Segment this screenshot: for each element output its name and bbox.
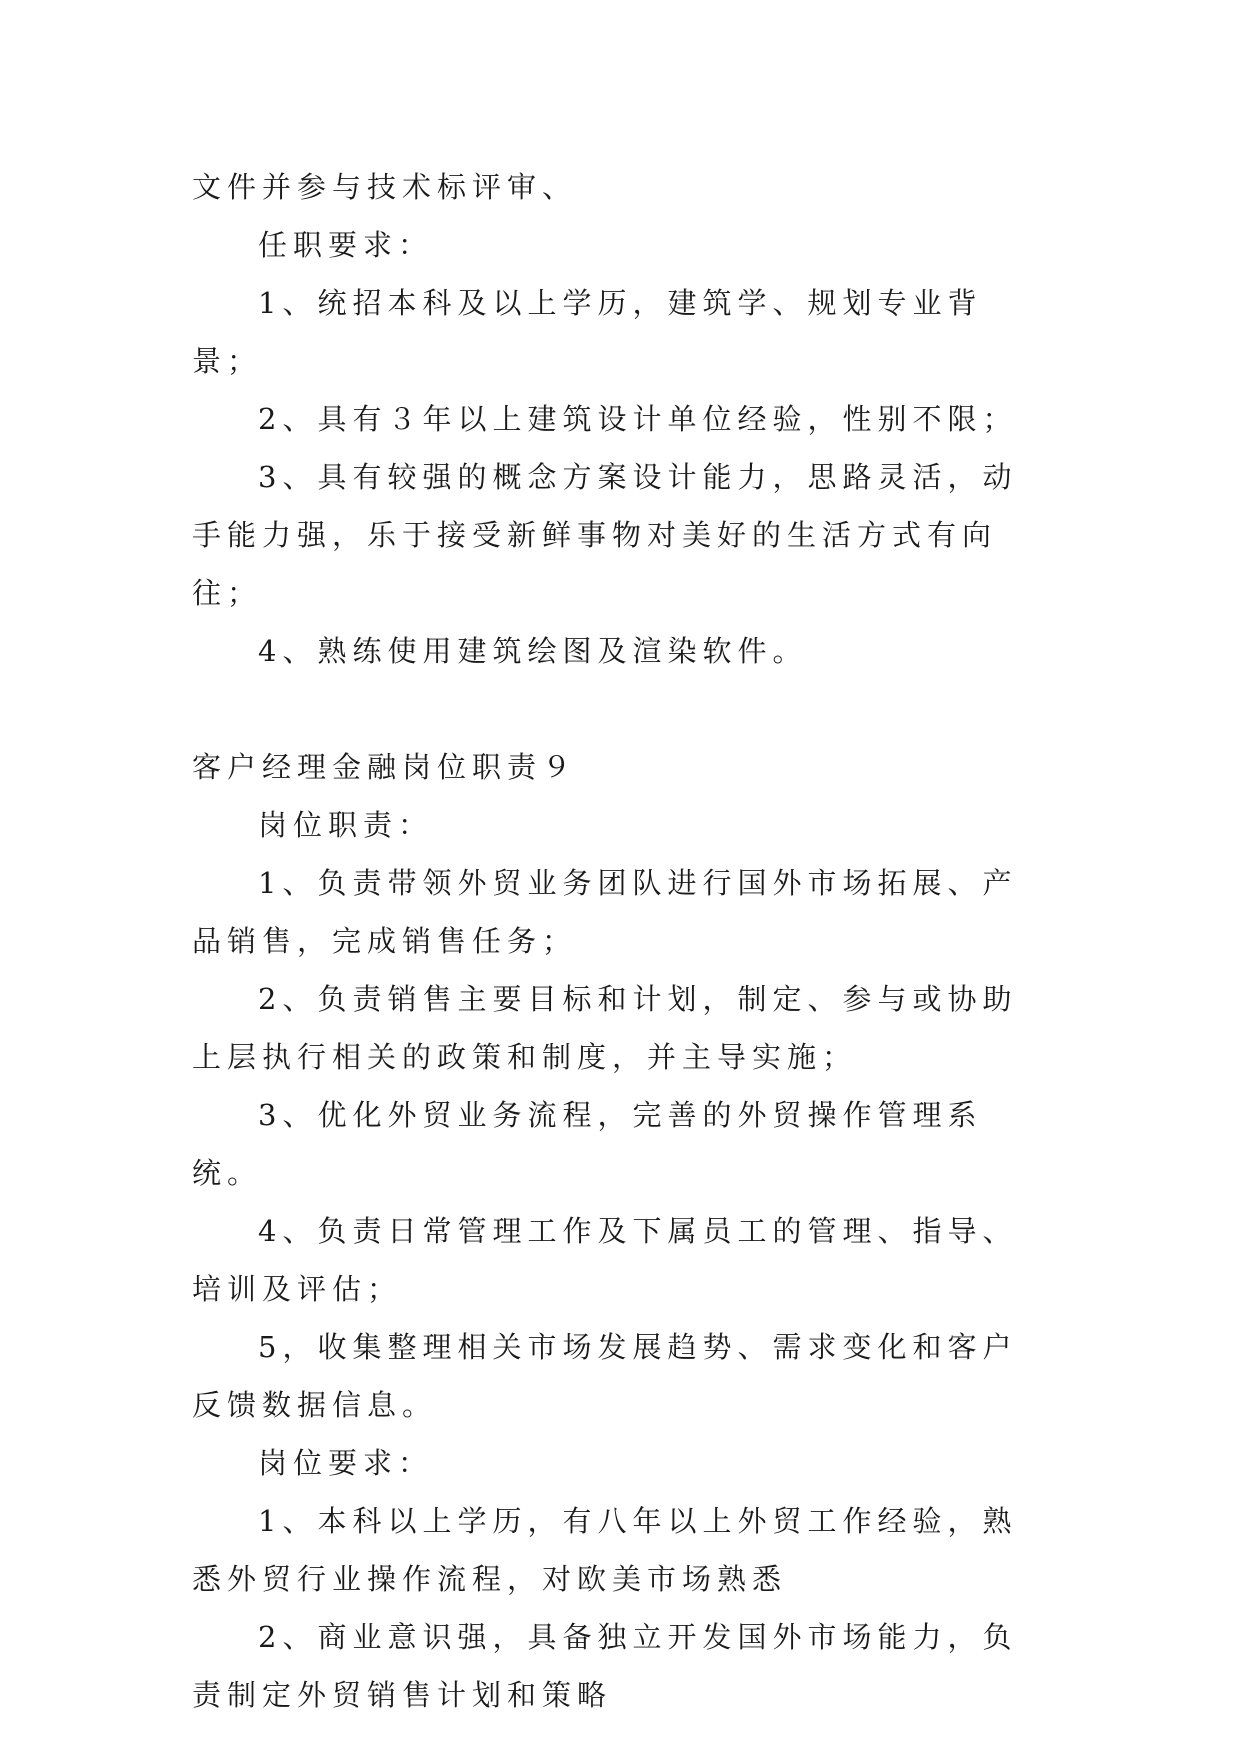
duty-item: 5，收集整理相关市场发展趋势、需求变化和客户反馈数据信息。 [192,1330,1018,1422]
post-requirements-heading: 岗位要求： [258,1446,434,1480]
requirement-item: 3、具有较强的概念方案设计能力，思路灵活，动手能力强，乐于接受新鲜事物对美好的生活方式有向往； [192,460,1018,610]
duty-item: 3、优化外贸业务流程，完善的外贸操作管理系统。 [192,1098,983,1190]
post-requirement-item: 2、商业意识强，具备独立开发国外市场能力，负责制定外贸销售计划和策略 [192,1620,1018,1712]
requirement-item: 4、熟练使用建筑绘图及渲染软件。 [258,634,808,668]
section-title: 客户经理金融岗位职责９ [192,750,578,784]
section-spacer [192,680,1052,738]
requirements-heading: 任职要求： [258,228,434,262]
duties-heading: 岗位职责： [258,808,434,842]
requirement-item: 2、具有３年以上建筑设计单位经验，性别不限； [258,402,1018,436]
document-body [192,158,1052,1724]
post-requirement-item: 1、本科以上学历，有八年以上外贸工作经验，熟悉外贸行业操作流程，对欧美市场熟悉 [192,1504,1018,1596]
duty-item: 4、负责日常管理工作及下属员工的管理、指导、培训及评估； [192,1214,1018,1306]
duty-item: 1、负责带领外贸业务团队进行国外市场拓展、产品销售，完成销售任务； [192,866,1018,958]
requirement-item: 1、统招本科及以上学历，建筑学、规划专业背景； [192,286,983,378]
continuation-text: 文件并参与技术标评审、 [192,170,578,204]
duty-item: 2、负责销售主要目标和计划，制定、参与或协助上层执行相关的政策和制度，并主导实施； [192,982,1018,1074]
